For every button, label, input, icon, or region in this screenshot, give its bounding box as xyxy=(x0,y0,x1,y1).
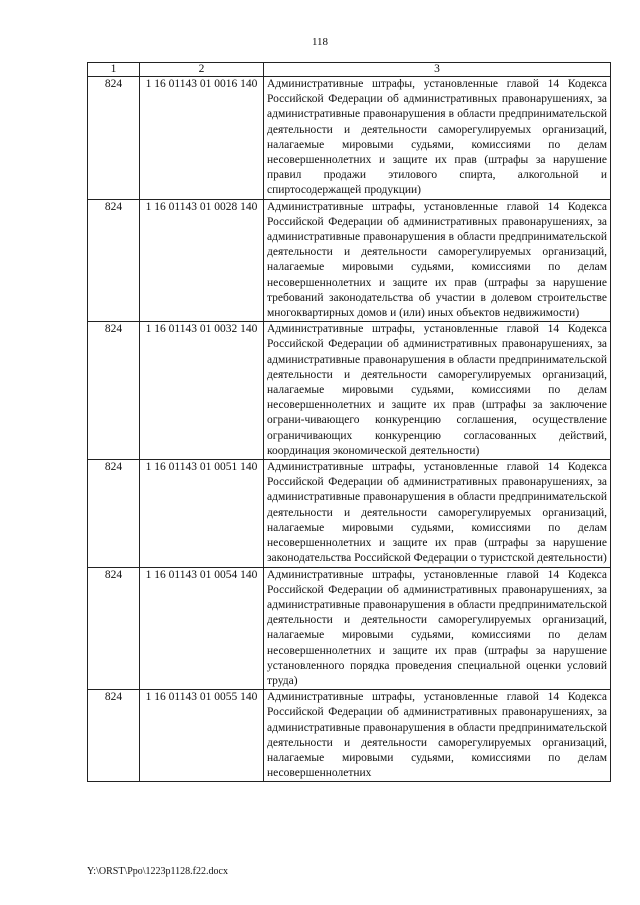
budget-code-cell: 1 16 01143 01 0054 140 xyxy=(140,567,264,690)
table-header-row xyxy=(88,63,611,77)
column-header-1: 1 xyxy=(88,63,140,77)
admin-code-cell: 824 xyxy=(88,199,140,322)
description-cell: Административные штрафы, установленные главой 14 Кодекса Российской Федерации об административных правонарушениях, за административные правонарушения в области предпринимательской деятельности и деятельности саморегулируемых организаций, налагаемые мировыми судьями, комиссиями по делам несовершеннолетних xyxy=(264,690,611,782)
page-number: 118 xyxy=(311,36,329,48)
document-file-path: Y:\ORST\Ppo\1223p1128.f22.docx xyxy=(87,866,228,877)
description-cell: Административные штрафы, установленные главой 14 Кодекса Российской Федерации об административных правонарушениях, за административные правонарушения в области предпринимательской деятельности и деятельности саморегулируемых организаций, налагаемые мировыми судьями, комиссиями по делам несовершеннолетних и защите их прав (штрафы за нарушение правил продажи этилового спирта, алкогольной и спиртосодержащей продукции) xyxy=(264,77,611,200)
column-header-2: 2 xyxy=(140,63,264,77)
budget-codes-table xyxy=(87,62,611,782)
budget-code-cell: 1 16 01143 01 0028 140 xyxy=(140,199,264,322)
description-cell: Административные штрафы, установленные главой 14 Кодекса Российской Федерации об административных правонарушениях, за административные правонарушения в области предпринимательской деятельности и деятельности саморегулируемых организаций, налагаемые мировыми судьями, комиссиями по делам несовершеннолетних и защите их прав (штрафы за нарушение установленного порядка проведения специальной оценки условий труда) xyxy=(264,567,611,690)
admin-code-cell: 824 xyxy=(88,690,140,782)
admin-code-cell: 824 xyxy=(88,322,140,460)
description-cell: Административные штрафы, установленные главой 14 Кодекса Российской Федерации об административных правонарушениях, за административные правонарушения в области предпринимательской деятельности и деятельности саморегулируемых организаций, налагаемые мировыми судьями, комиссиями по делам несовершеннолетних и защите их прав (штрафы за нарушение законодательства Российской Федерации о туристской деятельности) xyxy=(264,460,611,567)
budget-code-cell: 1 16 01143 01 0051 140 xyxy=(140,460,264,567)
budget-code-cell: 1 16 01143 01 0032 140 xyxy=(140,322,264,460)
table-row xyxy=(88,567,611,690)
budget-code-cell: 1 16 01143 01 0016 140 xyxy=(140,77,264,200)
admin-code-cell: 824 xyxy=(88,77,140,200)
table-row xyxy=(88,322,611,460)
table-row xyxy=(88,77,611,200)
description-cell: Административные штрафы, установленные главой 14 Кодекса Российской Федерации об административных правонарушениях, за административные правонарушения в области предпринимательской деятельности и деятельности саморегулируемых организаций, налагаемые мировыми судьями, комиссиями по делам несовершеннолетних и защите их прав (штрафы за нарушение требований законодательства об участии в долевом строительстве многоквартирных домов и (или) иных объектов недвижимости) xyxy=(264,199,611,322)
table-row xyxy=(88,690,611,782)
column-header-3: 3 xyxy=(264,63,611,77)
description-cell: Административные штрафы, установленные главой 14 Кодекса Российской Федерации об административных правонарушениях, за административные правонарушения в области предпринимательской деятельности и деятельности саморегулируемых организаций, налагаемые мировыми судьями, комиссиями по делам несовершеннолетних и защите их прав (штрафы за заключение ограни-чивающего конкуренцию соглашения, осуществление ограничивающих конкуренцию согласованных действий, координация экономической деятельности) xyxy=(264,322,611,460)
table-row xyxy=(88,199,611,322)
budget-code-cell: 1 16 01143 01 0055 140 xyxy=(140,690,264,782)
table-row xyxy=(88,460,611,567)
admin-code-cell: 824 xyxy=(88,567,140,690)
admin-code-cell: 824 xyxy=(88,460,140,567)
